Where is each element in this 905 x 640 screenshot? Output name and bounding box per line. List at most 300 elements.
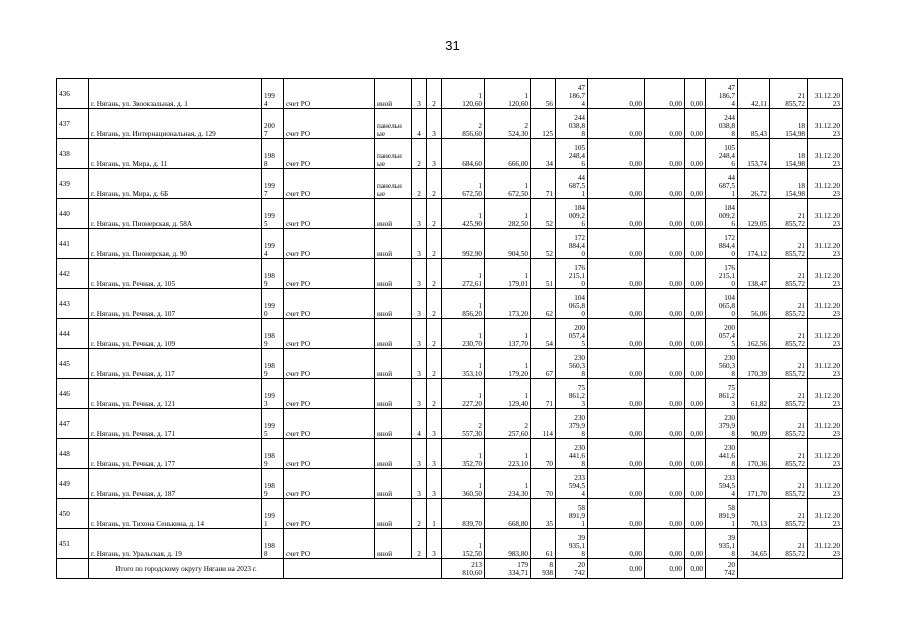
total-area-cell: 839,70 xyxy=(442,499,485,529)
residents-cell: 52 xyxy=(531,199,556,229)
cost-federal-cell: 0,00 xyxy=(588,109,645,139)
total-local-cell: 0,00 xyxy=(685,559,706,579)
year-cell: 198 8 xyxy=(262,529,284,559)
cost-local-cell: 0,00 xyxy=(685,79,706,109)
address-cell: г. Нягань, ул. Пионерская, д. 58А xyxy=(89,199,262,229)
limit-cost-cell: 21 855,72 xyxy=(770,409,808,439)
cost-owners-cell: 233 594,5 4 xyxy=(706,469,738,499)
floors-cell: 3 xyxy=(412,259,427,289)
residents-cell: 70 xyxy=(531,439,556,469)
residents-cell: 35 xyxy=(531,499,556,529)
entrances-cell: 2 xyxy=(427,319,442,349)
address-cell: г. Нягань, ул. Уральская, д. 19 xyxy=(89,529,262,559)
year-cell: 199 4 xyxy=(262,79,284,109)
cost-regional-cell: 0,00 xyxy=(645,229,685,259)
total-residents-cell: 8 938 xyxy=(531,559,556,579)
account-cell: счет РО xyxy=(284,349,375,379)
entrances-cell: 2 xyxy=(427,79,442,109)
cost-federal-cell: 0,00 xyxy=(588,289,645,319)
address-cell: г. Нягань, ул. Мира, д. 11 xyxy=(89,139,262,169)
cost-total-cell: 184 009,2 6 xyxy=(556,199,588,229)
limit-cost-cell: 21 855,72 xyxy=(770,439,808,469)
deadline-cell: 31.12.20 23 xyxy=(808,349,843,379)
year-cell: 199 3 xyxy=(262,379,284,409)
cost-regional-cell: 0,00 xyxy=(645,469,685,499)
account-cell: счет РО xyxy=(284,439,375,469)
material-cell: иной xyxy=(375,199,412,229)
residents-cell: 114 xyxy=(531,409,556,439)
cost-local-cell: 0,00 xyxy=(685,289,706,319)
cost-per-m2-cell: 34,65 xyxy=(738,529,770,559)
total-area-cell: 1 120,60 xyxy=(442,79,485,109)
table-row xyxy=(57,439,843,469)
material-cell: иной xyxy=(375,319,412,349)
cost-total-cell: 230 441,6 8 xyxy=(556,439,588,469)
cost-total-cell: 230 379,9 8 xyxy=(556,409,588,439)
deadline-cell: 31.12.20 23 xyxy=(808,79,843,109)
limit-cost-cell: 21 855,72 xyxy=(770,529,808,559)
cost-federal-cell: 0,00 xyxy=(588,229,645,259)
cost-owners-cell: 244 038,8 8 xyxy=(706,109,738,139)
year-cell: 200 7 xyxy=(262,109,284,139)
living-area-cell: 1 137,70 xyxy=(485,319,531,349)
limit-cost-cell: 21 855,72 xyxy=(770,229,808,259)
residents-cell: 34 xyxy=(531,139,556,169)
living-area-cell: 666,00 xyxy=(485,139,531,169)
material-cell: иной xyxy=(375,229,412,259)
address-cell: г. Нягань, ул. Речная, д. 107 xyxy=(89,289,262,319)
material-cell: иной xyxy=(375,439,412,469)
total-area-cell: 1 230,70 xyxy=(442,319,485,349)
residents-cell: 71 xyxy=(531,379,556,409)
floors-cell: 3 xyxy=(412,439,427,469)
deadline-cell: 31.12.20 23 xyxy=(808,319,843,349)
table-row xyxy=(57,499,843,529)
row-number: 450 xyxy=(57,499,89,529)
cost-local-cell: 0,00 xyxy=(685,229,706,259)
floors-cell: 4 xyxy=(412,409,427,439)
living-area-cell: 1 120,60 xyxy=(485,79,531,109)
address-cell: г. Нягань, ул. Речная, д. 177 xyxy=(89,439,262,469)
entrances-cell: 1 xyxy=(427,499,442,529)
row-number: 447 xyxy=(57,409,89,439)
living-area-cell: 1 282,50 xyxy=(485,199,531,229)
cost-regional-cell: 0,00 xyxy=(645,409,685,439)
year-cell: 199 5 xyxy=(262,409,284,439)
row-number: 438 xyxy=(57,139,89,169)
deadline-cell: 31.12.20 23 xyxy=(808,109,843,139)
cost-owners-cell: 184 009,2 6 xyxy=(706,199,738,229)
cost-regional-cell: 0,00 xyxy=(645,379,685,409)
account-cell: счет РО xyxy=(284,169,375,199)
account-cell: счет РО xyxy=(284,139,375,169)
cost-per-m2-cell: 129,05 xyxy=(738,199,770,229)
floors-cell: 3 xyxy=(412,79,427,109)
floors-cell: 3 xyxy=(412,319,427,349)
material-cell: панельн ые xyxy=(375,169,412,199)
address-cell: г. Нягань, ул. Мира, д. 6Б xyxy=(89,169,262,199)
entrances-cell: 3 xyxy=(427,139,442,169)
row-number: 439 xyxy=(57,169,89,199)
cost-regional-cell: 0,00 xyxy=(645,289,685,319)
cost-regional-cell: 0,00 xyxy=(645,169,685,199)
total-area-cell: 1 353,10 xyxy=(442,349,485,379)
cost-federal-cell: 0,00 xyxy=(588,379,645,409)
living-area-cell: 173,20 xyxy=(485,289,531,319)
table-row xyxy=(57,259,843,289)
entrances-cell: 2 xyxy=(427,169,442,199)
total-label: Итого по городскому округу Нягани на 2023 г. xyxy=(89,559,284,579)
entrances-cell: 2 xyxy=(427,349,442,379)
cost-per-m2-cell: 42,11 xyxy=(738,79,770,109)
table-row xyxy=(57,409,843,439)
floors-cell: 3 xyxy=(412,469,427,499)
cost-local-cell: 0,00 xyxy=(685,379,706,409)
table-row xyxy=(57,379,843,409)
address-cell: г. Нягань, ул. Пионерская, д. 90 xyxy=(89,229,262,259)
residents-cell: 67 xyxy=(531,349,556,379)
residents-cell: 51 xyxy=(531,259,556,289)
cost-federal-cell: 0,00 xyxy=(588,139,645,169)
cost-total-cell: 244 038,8 8 xyxy=(556,109,588,139)
table-row xyxy=(57,469,843,499)
limit-cost-cell: 21 855,72 xyxy=(770,349,808,379)
residents-cell: 56 xyxy=(531,79,556,109)
deadline-cell: 31.12.20 23 xyxy=(808,289,843,319)
account-cell: счет РО xyxy=(284,229,375,259)
cost-total-cell: 39 935,1 8 xyxy=(556,529,588,559)
table-row xyxy=(57,79,843,109)
address-cell: г. Нягань, ул. Звоокзальная, д. 1 xyxy=(89,79,262,109)
row-number: 451 xyxy=(57,529,89,559)
material-cell: иной xyxy=(375,529,412,559)
row-number: 437 xyxy=(57,109,89,139)
total-area-cell: 1 352,70 xyxy=(442,439,485,469)
year-cell: 199 1 xyxy=(262,499,284,529)
residents-cell: 61 xyxy=(531,529,556,559)
year-cell: 199 0 xyxy=(262,289,284,319)
cost-local-cell: 0,00 xyxy=(685,139,706,169)
total-area-cell: 992,90 xyxy=(442,229,485,259)
cost-per-m2-cell: 85,43 xyxy=(738,109,770,139)
cost-owners-cell: 200 057,4 5 xyxy=(706,319,738,349)
year-cell: 198 9 xyxy=(262,349,284,379)
cost-local-cell: 0,00 xyxy=(685,199,706,229)
cost-owners-cell: 230 379,9 8 xyxy=(706,409,738,439)
cost-federal-cell: 0,00 xyxy=(588,499,645,529)
entrances-cell: 3 xyxy=(427,409,442,439)
entrances-cell: 2 xyxy=(427,289,442,319)
cost-owners-cell: 75 861,2 3 xyxy=(706,379,738,409)
cost-per-m2-cell: 26,72 xyxy=(738,169,770,199)
deadline-cell: 31.12.20 23 xyxy=(808,469,843,499)
year-cell: 199 7 xyxy=(262,169,284,199)
cost-owners-cell: 176 215,1 0 xyxy=(706,259,738,289)
deadline-cell: 31.12.20 23 xyxy=(808,139,843,169)
year-cell: 199 4 xyxy=(262,229,284,259)
account-cell: счет РО xyxy=(284,379,375,409)
table-row xyxy=(57,199,843,229)
housing-table xyxy=(56,78,843,579)
deadline-cell: 31.12.20 23 xyxy=(808,529,843,559)
row-number: 443 xyxy=(57,289,89,319)
floors-cell: 2 xyxy=(412,169,427,199)
cost-regional-cell: 0,00 xyxy=(645,79,685,109)
cost-regional-cell: 0,00 xyxy=(645,349,685,379)
limit-cost-cell: 21 855,72 xyxy=(770,379,808,409)
floors-cell: 2 xyxy=(412,139,427,169)
entrances-cell: 2 xyxy=(427,259,442,289)
cost-per-m2-cell: 174,12 xyxy=(738,229,770,259)
year-cell: 198 9 xyxy=(262,439,284,469)
residents-cell: 54 xyxy=(531,319,556,349)
address-cell: г. Нягань, ул. Тихона Сенькина, д. 14 xyxy=(89,499,262,529)
cost-owners-cell: 47 186,7 4 xyxy=(706,79,738,109)
account-cell: счет РО xyxy=(284,319,375,349)
cost-federal-cell: 0,00 xyxy=(588,529,645,559)
material-cell: иной xyxy=(375,499,412,529)
account-cell: счет РО xyxy=(284,409,375,439)
cost-federal-cell: 0,00 xyxy=(588,349,645,379)
total-area-cell: 2 557,30 xyxy=(442,409,485,439)
total-cost-cell: 20 742 xyxy=(556,559,588,579)
cost-total-cell: 44 687,5 1 xyxy=(556,169,588,199)
account-cell: счет РО xyxy=(284,79,375,109)
year-cell: 199 5 xyxy=(262,199,284,229)
material-cell: иной xyxy=(375,469,412,499)
material-cell: иной xyxy=(375,259,412,289)
row-number: 442 xyxy=(57,259,89,289)
total-regional-cell: 0,00 xyxy=(645,559,685,579)
cost-local-cell: 0,00 xyxy=(685,409,706,439)
row-number: 448 xyxy=(57,439,89,469)
floors-cell: 3 xyxy=(412,289,427,319)
cost-local-cell: 0,00 xyxy=(685,439,706,469)
deadline-cell: 31.12.20 23 xyxy=(808,229,843,259)
entrances-cell: 2 xyxy=(427,199,442,229)
cost-regional-cell: 0,00 xyxy=(645,319,685,349)
floors-cell: 3 xyxy=(412,349,427,379)
cost-owners-cell: 172 884,4 0 xyxy=(706,229,738,259)
limit-cost-cell: 21 855,72 xyxy=(770,199,808,229)
cost-total-cell: 200 057,4 5 xyxy=(556,319,588,349)
total-area-cell: 213 810,60 xyxy=(442,559,485,579)
living-area-cell: 1 223,10 xyxy=(485,439,531,469)
cost-local-cell: 0,00 xyxy=(685,499,706,529)
table-row xyxy=(57,319,843,349)
deadline-cell: 31.12.20 23 xyxy=(808,499,843,529)
total-federal-cell: 0,00 xyxy=(588,559,645,579)
total-empty-cell xyxy=(738,559,843,579)
cost-per-m2-cell: 70,13 xyxy=(738,499,770,529)
cost-owners-cell: 230 441,6 8 xyxy=(706,439,738,469)
address-cell: г. Нягань, ул. Речная, д. 121 xyxy=(89,379,262,409)
account-cell: счет РО xyxy=(284,529,375,559)
entrances-cell: 3 xyxy=(427,439,442,469)
total-row xyxy=(57,559,843,579)
deadline-cell: 31.12.20 23 xyxy=(808,379,843,409)
cost-total-cell: 104 065,8 0 xyxy=(556,289,588,319)
cost-per-m2-cell: 153,74 xyxy=(738,139,770,169)
cost-per-m2-cell: 56,06 xyxy=(738,289,770,319)
floors-cell: 4 xyxy=(412,109,427,139)
cost-total-cell: 230 560,3 8 xyxy=(556,349,588,379)
cost-per-m2-cell: 90,09 xyxy=(738,409,770,439)
address-cell: г. Нягань, ул. Речная, д. 187 xyxy=(89,469,262,499)
living-area-cell: 1 129,40 xyxy=(485,379,531,409)
total-area-cell: 1 152,50 xyxy=(442,529,485,559)
cost-owners-cell: 58 891,9 1 xyxy=(706,499,738,529)
cost-federal-cell: 0,00 xyxy=(588,409,645,439)
deadline-cell: 31.12.20 23 xyxy=(808,409,843,439)
deadline-cell: 31.12.20 23 xyxy=(808,169,843,199)
address-cell: г. Нягань, ул. Интернациональная, д. 129 xyxy=(89,109,262,139)
cost-owners-cell: 230 560,3 8 xyxy=(706,349,738,379)
deadline-cell: 31.12.20 23 xyxy=(808,259,843,289)
deadline-cell: 31.12.20 23 xyxy=(808,439,843,469)
limit-cost-cell: 21 855,72 xyxy=(770,499,808,529)
cost-owners-cell: 39 935,1 8 xyxy=(706,529,738,559)
account-cell: счет РО xyxy=(284,289,375,319)
cost-regional-cell: 0,00 xyxy=(645,499,685,529)
account-cell: счет РО xyxy=(284,109,375,139)
total-area-cell: 2 856,60 xyxy=(442,109,485,139)
cost-federal-cell: 0,00 xyxy=(588,199,645,229)
table-row xyxy=(57,139,843,169)
cost-regional-cell: 0,00 xyxy=(645,109,685,139)
living-area-cell: 983,80 xyxy=(485,529,531,559)
cost-local-cell: 0,00 xyxy=(685,529,706,559)
cost-per-m2-cell: 138,47 xyxy=(738,259,770,289)
living-area-cell: 1 672,50 xyxy=(485,169,531,199)
cost-federal-cell: 0,00 xyxy=(588,79,645,109)
limit-cost-cell: 21 855,72 xyxy=(770,289,808,319)
cost-federal-cell: 0,00 xyxy=(588,469,645,499)
cost-regional-cell: 0,00 xyxy=(645,139,685,169)
total-empty-cell xyxy=(57,559,89,579)
year-cell: 198 9 xyxy=(262,319,284,349)
row-number: 436 xyxy=(57,79,89,109)
limit-cost-cell: 21 855,72 xyxy=(770,469,808,499)
total-area-cell: 1 272,61 xyxy=(442,259,485,289)
cost-per-m2-cell: 170,39 xyxy=(738,349,770,379)
account-cell: счет РО xyxy=(284,499,375,529)
account-cell: счет РО xyxy=(284,199,375,229)
limit-cost-cell: 18 154,98 xyxy=(770,169,808,199)
year-cell: 198 9 xyxy=(262,259,284,289)
floors-cell: 2 xyxy=(412,499,427,529)
row-number: 449 xyxy=(57,469,89,499)
cost-per-m2-cell: 61,82 xyxy=(738,379,770,409)
cost-local-cell: 0,00 xyxy=(685,469,706,499)
material-cell: иной xyxy=(375,79,412,109)
total-area-cell: 1 856,20 xyxy=(442,289,485,319)
row-number: 445 xyxy=(57,349,89,379)
entrances-cell: 2 xyxy=(427,229,442,259)
table-row xyxy=(57,109,843,139)
entrances-cell: 3 xyxy=(427,469,442,499)
entrances-cell: 2 xyxy=(427,379,442,409)
cost-regional-cell: 0,00 xyxy=(645,439,685,469)
year-cell: 198 9 xyxy=(262,469,284,499)
material-cell: иной xyxy=(375,379,412,409)
cost-total-cell: 75 861,2 3 xyxy=(556,379,588,409)
cost-per-m2-cell: 171,70 xyxy=(738,469,770,499)
address-cell: г. Нягань, ул. Речная, д. 171 xyxy=(89,409,262,439)
total-area-cell: 1 360,50 xyxy=(442,469,485,499)
cost-total-cell: 105 248,4 6 xyxy=(556,139,588,169)
page-number: 31 xyxy=(445,38,460,53)
limit-cost-cell: 18 154,98 xyxy=(770,109,808,139)
address-cell: г. Нягань, ул. Речная, д. 105 xyxy=(89,259,262,289)
floors-cell: 3 xyxy=(412,379,427,409)
residents-cell: 125 xyxy=(531,109,556,139)
cost-regional-cell: 0,00 xyxy=(645,259,685,289)
cost-regional-cell: 0,00 xyxy=(645,529,685,559)
cost-owners-cell: 105 248,4 6 xyxy=(706,139,738,169)
cost-regional-cell: 0,00 xyxy=(645,199,685,229)
cost-per-m2-cell: 162,56 xyxy=(738,319,770,349)
living-area-cell: 2 524,30 xyxy=(485,109,531,139)
deadline-cell: 31.12.20 23 xyxy=(808,199,843,229)
cost-total-cell: 47 186,7 4 xyxy=(556,79,588,109)
floors-cell: 3 xyxy=(412,229,427,259)
cost-local-cell: 0,00 xyxy=(685,349,706,379)
table-row xyxy=(57,529,843,559)
cost-federal-cell: 0,00 xyxy=(588,259,645,289)
total-area-cell: 1 672,50 xyxy=(442,169,485,199)
living-area-cell: 668,80 xyxy=(485,499,531,529)
cost-federal-cell: 0,00 xyxy=(588,169,645,199)
living-area-cell: 904,50 xyxy=(485,229,531,259)
address-cell: г. Нягань, ул. Речная, д. 117 xyxy=(89,349,262,379)
year-cell: 198 8 xyxy=(262,139,284,169)
living-area-cell: 1 179,20 xyxy=(485,349,531,379)
cost-total-cell: 176 215,1 0 xyxy=(556,259,588,289)
table-row xyxy=(57,169,843,199)
cost-total-cell: 233 594,5 4 xyxy=(556,469,588,499)
cost-total-cell: 172 884,4 0 xyxy=(556,229,588,259)
cost-owners-cell: 104 065,8 0 xyxy=(706,289,738,319)
cost-per-m2-cell: 170,36 xyxy=(738,439,770,469)
total-owners-cell: 20 742 xyxy=(706,559,738,579)
total-living-area-cell: 179 334,71 xyxy=(485,559,531,579)
living-area-cell: 1 234,30 xyxy=(485,469,531,499)
cost-total-cell: 58 891,9 1 xyxy=(556,499,588,529)
total-area-cell: 684,60 xyxy=(442,139,485,169)
residents-cell: 71 xyxy=(531,169,556,199)
row-number: 446 xyxy=(57,379,89,409)
cost-federal-cell: 0,00 xyxy=(588,439,645,469)
cost-local-cell: 0,00 xyxy=(685,109,706,139)
total-area-cell: 1 425,90 xyxy=(442,199,485,229)
row-number: 444 xyxy=(57,319,89,349)
address-cell: г. Нягань, ул. Речная, д. 109 xyxy=(89,319,262,349)
material-cell: иной xyxy=(375,349,412,379)
material-cell: панельн ые xyxy=(375,109,412,139)
limit-cost-cell: 21 855,72 xyxy=(770,259,808,289)
row-number: 441 xyxy=(57,229,89,259)
entrances-cell: 3 xyxy=(427,529,442,559)
residents-cell: 70 xyxy=(531,469,556,499)
total-empty-cell xyxy=(284,559,442,579)
cost-owners-cell: 44 687,5 1 xyxy=(706,169,738,199)
account-cell: счет РО xyxy=(284,469,375,499)
residents-cell: 62 xyxy=(531,289,556,319)
cost-federal-cell: 0,00 xyxy=(588,319,645,349)
row-number: 440 xyxy=(57,199,89,229)
account-cell: счет РО xyxy=(284,259,375,289)
